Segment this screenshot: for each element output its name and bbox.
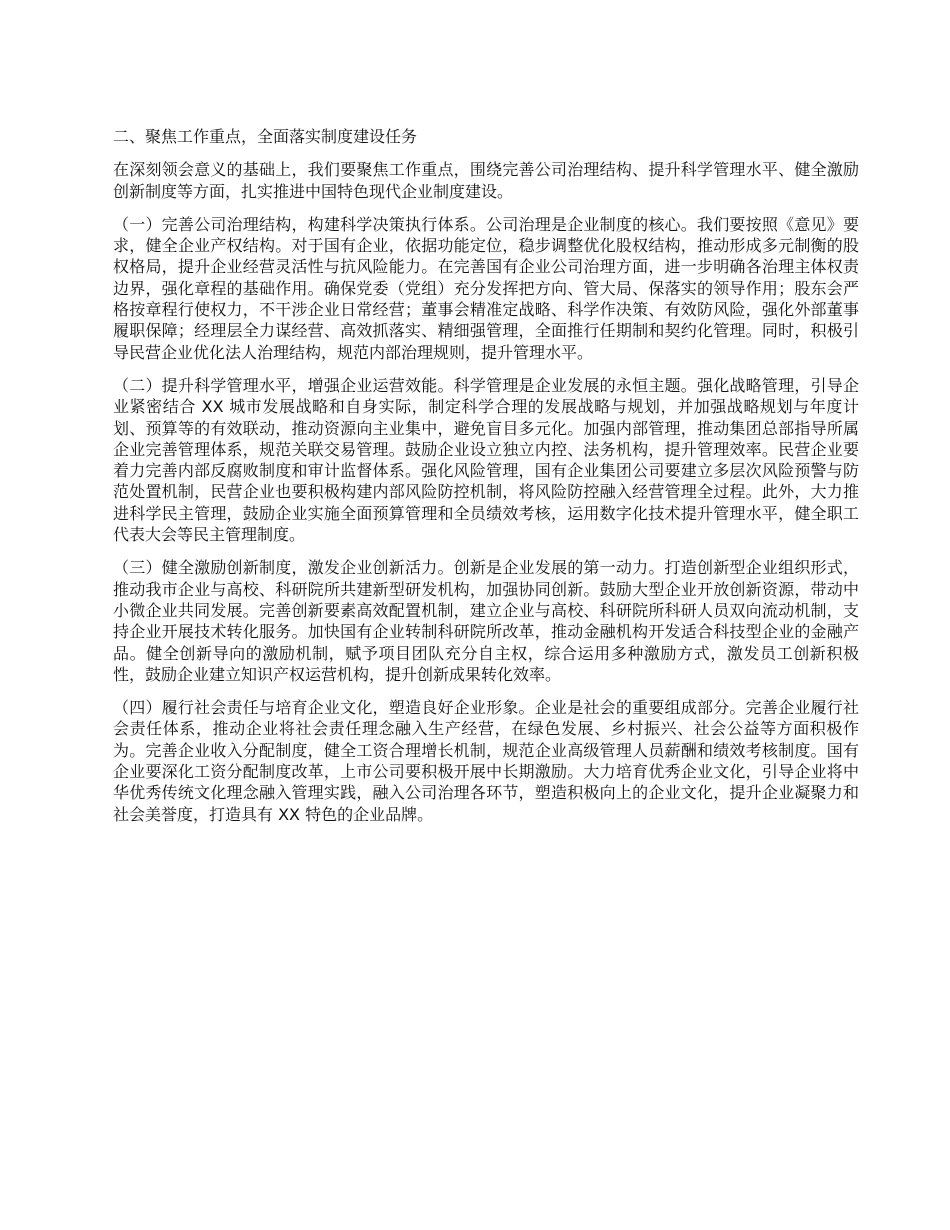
section-heading: 二、聚焦工作重点，全面落实制度建设任务	[113, 127, 418, 146]
paragraph-innovation: （三）健全激励创新制度，激发企业创新活力。创新是企业发展的第一动力。打造创新型企业组织形式，推动我市企业与高校、科研院所共建新型研发机构，加强协同创新。鼓励大型企业开放创新资源，带动中小微企业共同发展。完善创新要素高效配置机制，建立企业与高校、科研院所科研人员双向流动机制，支持企业开展技术转化服务。加快国有企业转制科研院所改革，推动金融机构开发适合科技型企业的金融产品。健全创新导向的激励机制，赋予项目团队充分自主权，综合运用多种激励方式，激发员工创新积极性，鼓励企业建立知识产权运营机构，提升创新成果转化效率。	[113, 558, 859, 684]
document-body	[113, 126, 859, 837]
paragraph-social-responsibility: （四）履行社会责任与培育企业文化，塑造良好企业形象。企业是社会的重要组成部分。完善企业履行社会责任体系，推动企业将社会责任理念融入生产经营，在绿色发展、乡村振兴、社会公益等方面积极作为。完善企业收入分配制度，健全工资合理增长机制，规范企业高级管理人员薪酬和绩效考核制度。国有企业要深化工资分配制度改革，上市公司要积极开展中长期激励。大力培育优秀企业文化，引导企业将中华优秀传统文化理念融入管理实践，融入公司治理各环节，塑造积极向上的企业文化，提升企业凝聚力和社会美誉度，打造具有 XX 特色的企业品牌。	[113, 698, 859, 824]
paragraph-management: （二）提升科学管理水平，增强企业运营效能。科学管理是企业发展的永恒主题。强化战略管理，引导企业紧密结合 XX 城市发展战略和自身实际，制定科学合理的发展战略与规划，并加强战略规划与年度计划、预算等的有效联动，推动资源向主业集中，避免盲目多元化。加强内部管理，推动集团总部指导所属企业完善管理体系，规范关联交易管理。鼓励企业设立独立内控、法务机构，提升管理效率。民营企业要着力完善内部反腐败制度和审计监督体系。强化风险管理，国有企业集团公司要建立多层次风险预警与防范处置机制，民营企业也要积极构建内部风险防控机制，将风险防控融入经营管理全过程。此外，大力推进科学民主管理，鼓励企业实施全面预算管理和全员绩效考核，运用数字化技术提升管理水平，健全职工代表大会等民主管理制度。	[113, 375, 859, 545]
intro-paragraph: 在深刻领会意义的基础上，我们要聚焦工作重点，围绕完善公司治理结构、提升科学管理水平、健全激励创新制度等方面，扎实推进中国特色现代企业制度建设。	[113, 160, 859, 201]
paragraph-governance: （一）完善公司治理结构，构建科学决策执行体系。公司治理是企业制度的核心。我们要按照《意见》要求，健全企业产权结构。对于国有企业，依据功能定位，稳步调整优化股权结构，推动形成多元制衡的股权格局，提升企业经营灵活性与抗风险能力。在完善国有企业公司治理方面，进一步明确各治理主体权责边界，强化章程的基础作用。确保党委（党组）充分发挥把方向、管大局、保落实的领导作用；股东会严格按章程行使权力，不干涉企业日常经营；董事会精准定战略、科学作决策、有效防风险，强化外部董事履职保障；经理层全力谋经营、高效抓落实、精细强管理，全面推行任期制和契约化管理。同时，积极引导民营企业优化法人治理结构，规范内部治理规则，提升管理水平。	[113, 214, 859, 362]
